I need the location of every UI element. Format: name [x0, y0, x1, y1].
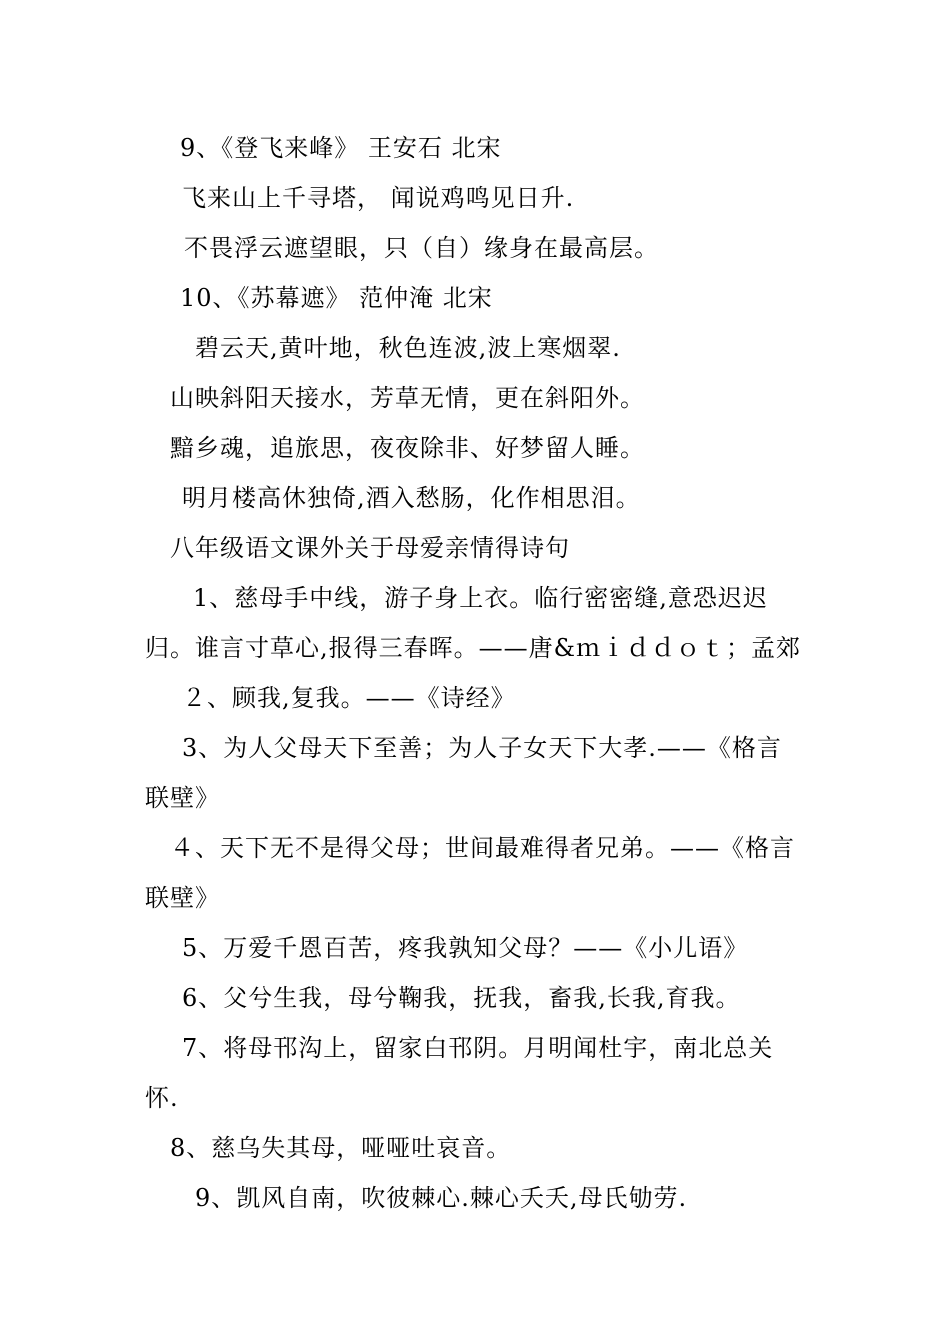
quote-line: 1、慈母手中线，游子身上衣。临行密密缝,意恐迟迟 [193, 584, 768, 612]
poem-line: 黯乡魂，追旅思，夜夜除非、好梦留人睡。 [170, 434, 645, 462]
poem-heading-deng-fei-lai-feng: 9、《登飞来峰》 王安石 北宋 [180, 134, 502, 162]
poem-line: 碧云天,黄叶地，秋色连波,波上寒烟翠. [195, 334, 621, 362]
quote-line: 7、将母邗沟上，留家白邗阴。月明闻杜宇，南北总关 [182, 1034, 774, 1062]
quote-line: ４、天下无不是得父母；世间最难得者兄弟。——《格言 [170, 834, 795, 862]
quote-line: 联壁》 [145, 784, 220, 812]
quote-line: 3、为人父母天下至善；为人子女天下大孝.——《格言 [182, 734, 782, 762]
section-title: 八年级语文课外关于母爱亲情得诗句 [170, 534, 570, 562]
quote-line: 联壁》 [145, 884, 220, 912]
poem-line: 山映斜阳天接水，芳草无情，更在斜阳外。 [170, 384, 645, 412]
quote-line: 6、父兮生我，母兮鞠我，抚我，畜我,长我,育我。 [182, 984, 741, 1012]
quote-line: 8、慈乌失其母，哑哑吐哀音。 [170, 1134, 512, 1162]
quote-line: ２、顾我,复我。——《诗经》 [182, 684, 516, 712]
poem-line: 不畏浮云遮望眼，只（自）缘身在最高层。 [184, 234, 659, 262]
quote-line: 归。谁言寸草心,报得三春晖。——唐&ｍｉｄｄｏｔ；孟郊 [145, 634, 801, 662]
poem-line: 飞来山上千寻塔， 闻说鸡鸣见日升. [182, 184, 575, 212]
poem-heading-su-mu-zhe: 10、《苏幕遮》 范仲淹 北宋 [180, 284, 493, 312]
poem-line: 明月楼高休独倚,酒入愁肠，化作相思泪。 [182, 484, 641, 512]
quote-line: 9、凯风自南，吹彼棘心.棘心夭夭,母氏劬劳. [195, 1184, 688, 1212]
quote-line: 怀. [145, 1084, 179, 1112]
quote-line: 5、万爱千恩百苦，疼我孰知父母？——《小儿语》 [182, 934, 749, 962]
